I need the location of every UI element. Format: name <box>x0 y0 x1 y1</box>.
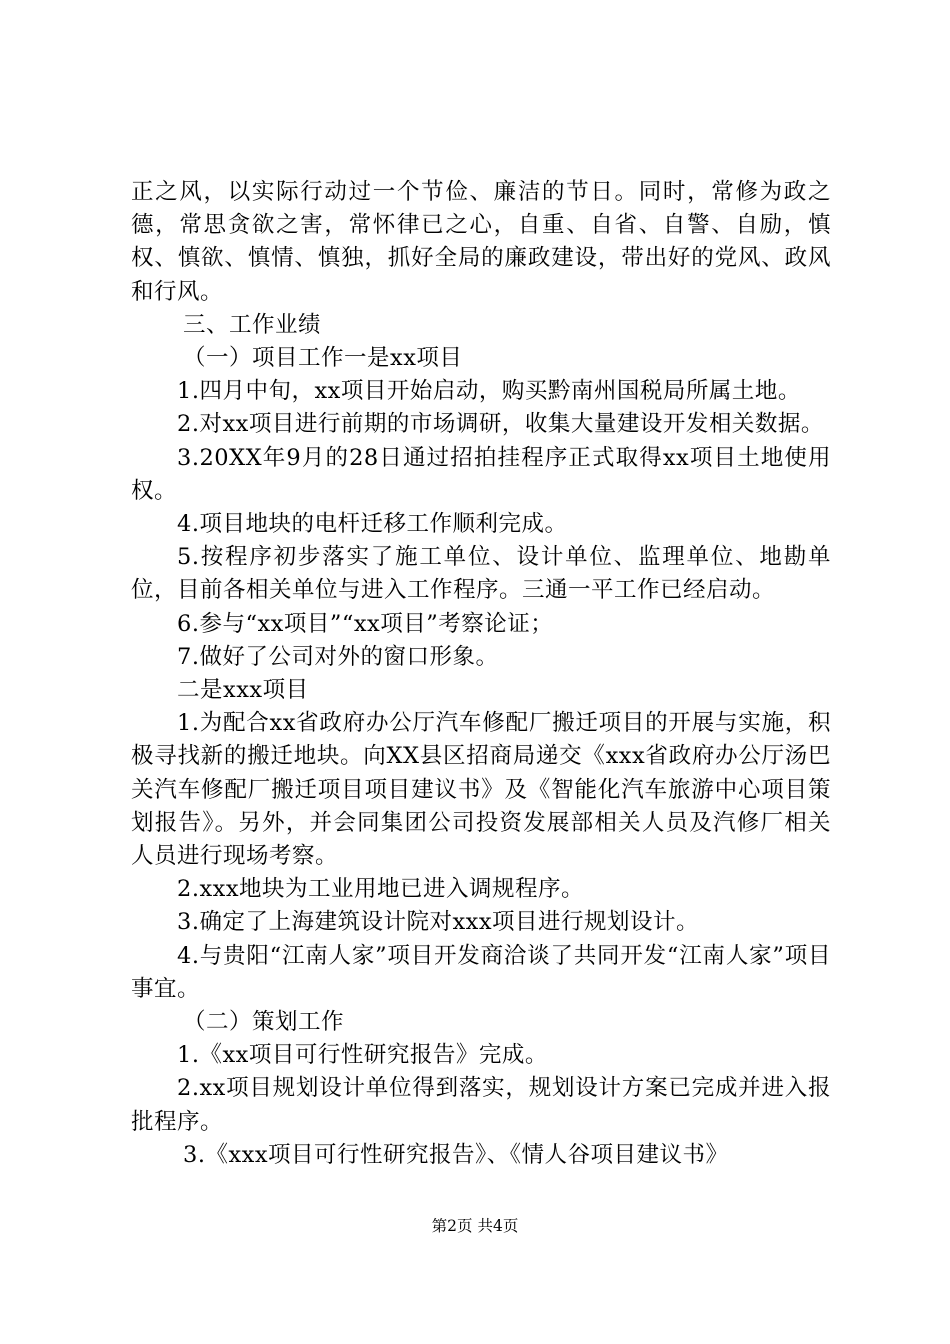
list-item: 1.《xx项目可行性研究报告》完成。 <box>177 1042 548 1069</box>
list-item: 4.项目地块的电杆迁移工作顺利完成。 <box>177 511 568 538</box>
list-item: 6.参与“xx项目”“xx项目”考察论证； <box>177 610 554 637</box>
subsection-heading: （一）项目工作一是xx项目 <box>183 345 463 372</box>
list-item: 4.与贵阳“江南人家”项目开发商洽谈了共同开发“江南人家”项目事宜。 <box>131 942 831 1002</box>
paragraph: 正之风，以实际行动过一个节俭、廉洁的节日。同时，常修为政之德，常思贪欲之害，常怀律已之心，自重、自省、自警、自励，慎权、慎欲、慎情、慎独，抓好全局的廉政建设，带出好的党风、政风和行风。 <box>131 179 831 305</box>
list-item: 5.按程序初步落实了施工单位、设计单位、监理单位、地勘单位，目前各相关单位与进入工作程序。三通一平工作已经启动。 <box>131 544 831 604</box>
section-heading: 三、工作业绩 <box>183 311 322 338</box>
list-item: 3.20XX年9月的28日通过招拍挂程序正式取得xx项目土地使用权。 <box>131 444 831 504</box>
list-item: 7.做好了公司对外的窗口形象。 <box>177 643 499 670</box>
subsection-heading: （二）策划工作 <box>183 1009 345 1036</box>
subsection-heading: 二是xxx项目 <box>177 677 309 704</box>
list-item: 3.确定了上海建筑设计院对xxx项目进行规划设计。 <box>177 909 700 936</box>
list-item: 1.为配合xx省政府办公厅汽车修配厂搬迁项目的开展与实施，积极寻找新的搬迁地块。向XX县区招商局递交《xxx省政府办公厅汤巴关汽车修配厂搬迁项目项目建议书》及《智能化汽车旅游中心项目策划报告》。另外，并会同集团公司投资发展部相关人员及汽修厂相关人员进行现场考察。 <box>131 710 831 870</box>
list-item: 2.xxx地块为工业用地已进入调规程序。 <box>177 876 585 903</box>
list-item: 2.对xx项目进行前期的市场调研，收集大量建设开发相关数据。 <box>177 411 824 438</box>
list-item: 3.《xxx项目可行性研究报告》、《情人谷项目建议书》 <box>183 1141 729 1168</box>
page-footer <box>0 1216 950 1236</box>
list-item: 1.四月中旬，xx项目开始启动，购买黔南州国税局所属土地。 <box>177 378 801 405</box>
page-number-label: 第2页 共4页 <box>431 1217 519 1235</box>
document-body <box>131 176 831 1172</box>
list-item: 2.xx项目规划设计单位得到落实，规划设计方案已完成并进入报批程序。 <box>131 1075 831 1135</box>
